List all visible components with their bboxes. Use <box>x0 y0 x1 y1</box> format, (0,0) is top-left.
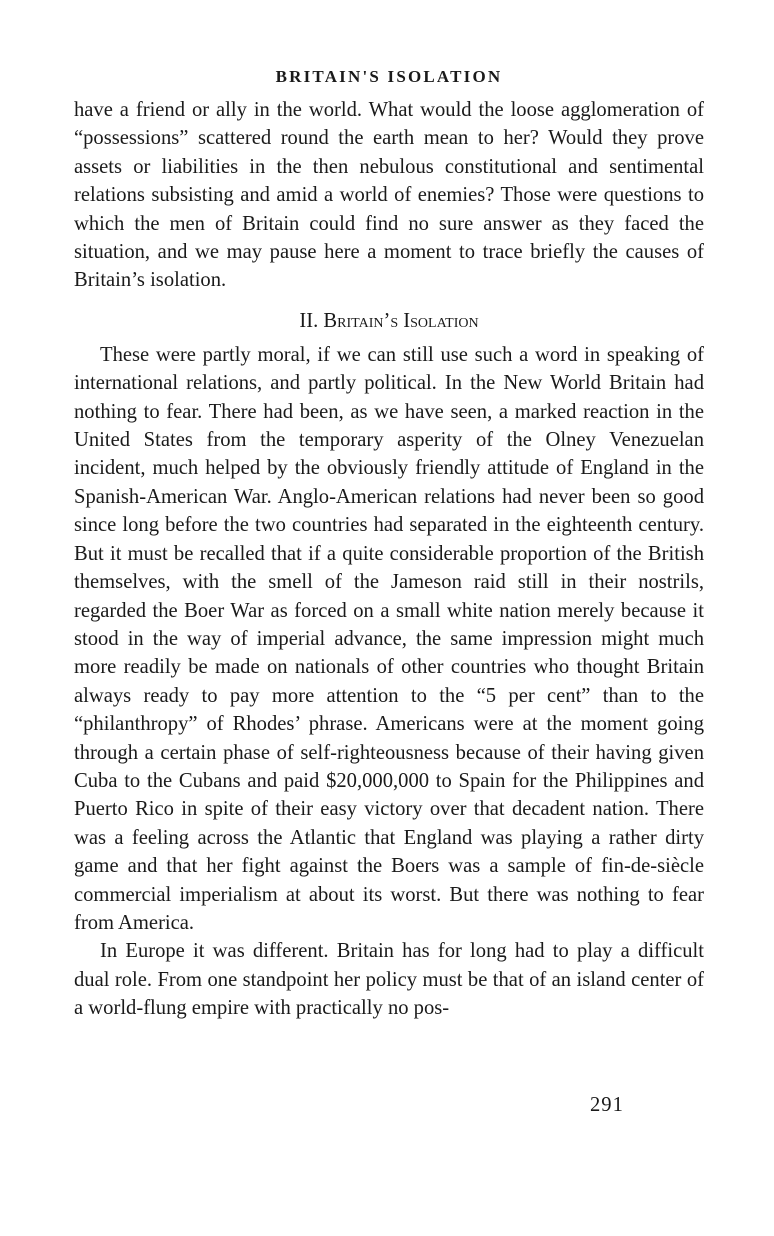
book-page <box>74 64 704 1023</box>
paragraph-continued: have a friend or ally in the world. What would the loose agglomeration of “possessions” scattered round the earth mean to her? Would they prove assets or liabilities in the then nebulous constitutional and sentimental relations subsisting and amid a world of enemies? Those were questions to which the men of Britain could find no sure answer as they faced the situation, and we may pause here a moment to trace briefly the causes of Britain’s isolation. <box>74 99 704 292</box>
section-heading: II. Britain’s Isolation <box>299 309 479 332</box>
running-head: BRITAIN'S ISOLATION <box>275 67 503 86</box>
paragraph-europe: In Europe it was different. Britain has for long had to play a difficult dual role. From one standpoint her policy must be that of an island center of a world-flung empire with practically no pos- <box>74 940 704 1020</box>
paragraph-moral-political: These were partly moral, if we can still use such a word in speaking of international relations, and partly political. In the New World Britain had nothing to fear. There had been, as we have seen, a marked reaction in the United States from the temporary asperity of the Olney Venezuelan incident, much helped by the obviously friendly attitude of England in the Spanish-American War. Anglo-American relations had never been so good since long before the two countries had separated in the eighteenth century. But it must be recalled that if a quite considerable proportion of the British themselves, with the smell of the Jameson raid still in their nostrils, regarded the Boer War as forced on a small white nation merely because it stood in the way of imperial advance, the same impression might much more readily be made on nationals of other countries who thought Britain always ready to pay more attention to the “5 per cent” than to the “philanthropy” of Rhodes’ phrase. Americans were at the moment going through a certain phase of self-righteousness because of their having given Cuba to the Cubans and paid $20,000,000 to Spain for the Philippines and Puerto Rico in spite of their easy victory over that decadent nation. There was a feeling across the Atlantic that England was playing a rather dirty game and that her fight against the Boers was a sample of fin-de-siècle commercial imperialism at about its worst. But there was nothing to fear from America. <box>74 343 704 934</box>
page-number: 291 <box>590 1094 624 1116</box>
